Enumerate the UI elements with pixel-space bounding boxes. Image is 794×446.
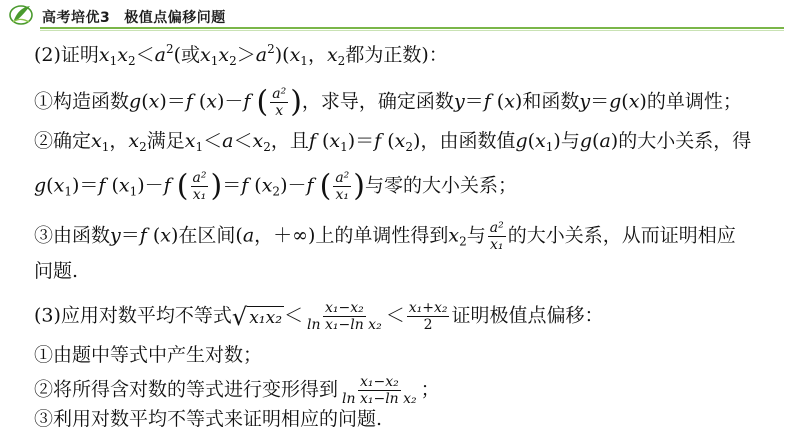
page-header [0,0,794,32]
step-2-expression: $g(x_1)=f$ $(x_1)-f$ ( $\frac{\text{a²}}{\text{x₁}}$ )＝f $(x_2)-f$ ( $\frac{\text{a²}}{\text{x₁}}$ )与零的大小关系； [34,168,518,204]
step-2-determine: ②确定$x_1$，$x_2$满足$x_1<a<x_2$，且f $(x_1)=f$ $(x_2)$，由函数值$g(x_1)$与g(a)的大小关系，得 [34,130,752,154]
fraction-a2-over-x1: $\frac{\text{a²}}{\text{x₁}}$ [192,170,207,203]
fraction-a2-over-x1-second: $\frac{\text{a²}}{\text{x₁}}$ [335,170,350,203]
step-3-3: ③利用对数平均不等式来证明相应的问题. [34,408,383,430]
section-label: 高考培优3 [42,10,111,26]
step-3-continued: 问题. [34,260,79,282]
topic-label: 极值点偏移问题 [124,10,226,26]
step-1-construct: ①构造函数g(x)＝f (x)－f ( $\frac{\text{a²}}{x}$ )，求导，确定函数y＝f (x)和函数y＝g(x)的单调性； [34,84,742,120]
fraction-log-mean: $\frac{\text{x₁−x₂}}{\text{ln x₁−ln x₂}}$ [307,300,382,333]
header-divider [40,27,784,29]
header-title [42,7,226,27]
step-3-2: ②将所得含对数的等式进行变形得到 $\frac{\text{x₁−x₂}}{\text{ln x₁−ln x₂}}$ ； [34,374,440,407]
sqrt-x1x2: √ x₁x₂ [231,302,283,331]
line-3-heading: (3)应用对数平均不等式 √ x₁x₂ ＜ $\frac{\text{x₁−x₂}}{\text{ln x₁−ln x₂}}$ ＜ $\frac{\text{x₁+x₂}}{2}$ 证明极值点偏移： [34,300,604,333]
fraction-arith-mean: $\frac{\text{x₁+x₂}}{2}$ [408,300,448,333]
leaf-swoosh-logo-icon [8,2,34,28]
fraction-a2-over-x: $\frac{\text{a²}}{x}$ [272,86,287,119]
fraction-a2-over-x1-third: $\frac{\text{a²}}{\text{x₁}}$ [489,220,504,253]
step-3-1: ①由题中等式中产生对数； [34,344,263,366]
step-3-monotonic: ③由函数y＝f (x)在区间(a，＋∞)上的单调性得到$x_2$与 $\frac{\text{a²}}{\text{x₁}}$ 的大小关系，从而证明相应 [34,220,736,253]
fraction-log-mean-second: $\frac{\text{x₁−x₂}}{\text{ln x₁−ln x₂}}$ [342,374,417,407]
line-2-heading: (2)证明$x_1x_2<a^2$(或$x_1x_2>a^2)(x_1$，$x_2$都为正数)： [34,42,448,68]
header-divider-light [40,30,784,31]
